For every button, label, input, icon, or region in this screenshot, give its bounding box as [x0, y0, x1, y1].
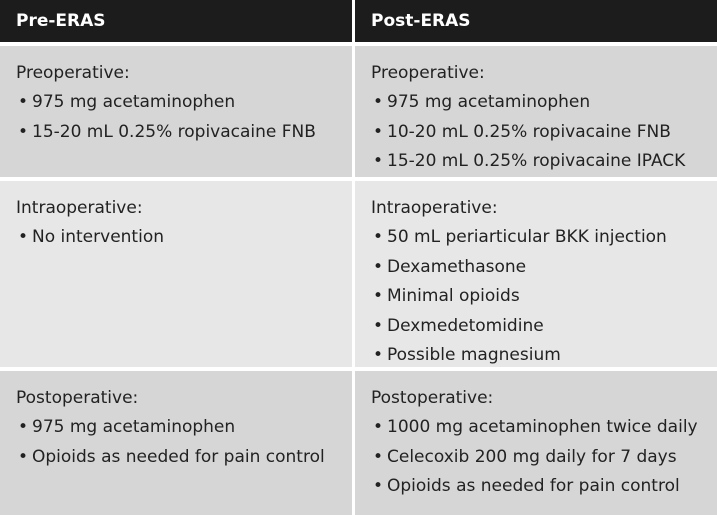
column-pre-eras [0, 0, 352, 515]
list-item: • 50 mL periarticular BKK injection [371, 223, 717, 253]
list-item: • Opioids as needed for pain control [371, 472, 717, 502]
cell-pre-eras-intraoperative [0, 181, 352, 367]
column-header-post-eras: Post-ERAS [355, 0, 717, 42]
section-title: Postoperative: [16, 388, 139, 408]
list-item: • 10-20 mL 0.25% ropivacaine FNB [371, 118, 717, 148]
list-item: • 15-20 mL 0.25% ropivacaine FNB [16, 118, 352, 148]
list-item: • Opioids as needed for pain control [16, 443, 352, 473]
cell-pre-eras-preoperative [0, 46, 352, 177]
item-list [16, 223, 352, 253]
cell-post-eras-postoperative [355, 371, 717, 515]
list-item: • 975 mg acetaminophen [16, 88, 352, 118]
list-item: • No intervention [16, 223, 352, 253]
column-post-eras [355, 0, 717, 515]
cell-post-eras-intraoperative [355, 181, 717, 367]
cell-post-eras-preoperative [355, 46, 717, 177]
list-item: • Celecoxib 200 mg daily for 7 days [371, 443, 717, 473]
section-title: Preoperative: [16, 63, 130, 83]
list-item: • Minimal opioids [371, 282, 717, 312]
list-item: • 15-20 mL 0.25% ropivacaine IPACK [371, 147, 717, 177]
cell-pre-eras-postoperative [0, 371, 352, 515]
item-list [16, 413, 352, 472]
item-list [16, 88, 352, 147]
section-title: Preoperative: [371, 63, 485, 83]
list-item: • Dexmedetomidine [371, 312, 717, 342]
item-list [371, 223, 717, 371]
list-item: • 975 mg acetaminophen [371, 88, 717, 118]
item-list [371, 88, 717, 177]
list-item: • Possible magnesium [371, 341, 717, 371]
list-item: • Dexamethasone [371, 253, 717, 283]
list-item: • 975 mg acetaminophen [16, 413, 352, 443]
section-title: Postoperative: [371, 388, 494, 408]
column-header-pre-eras: Pre-ERAS [0, 0, 352, 42]
section-title: Intraoperative: [16, 198, 143, 218]
section-title: Intraoperative: [371, 198, 498, 218]
list-item: • 1000 mg acetaminophen twice daily [371, 413, 717, 443]
item-list [371, 413, 717, 502]
